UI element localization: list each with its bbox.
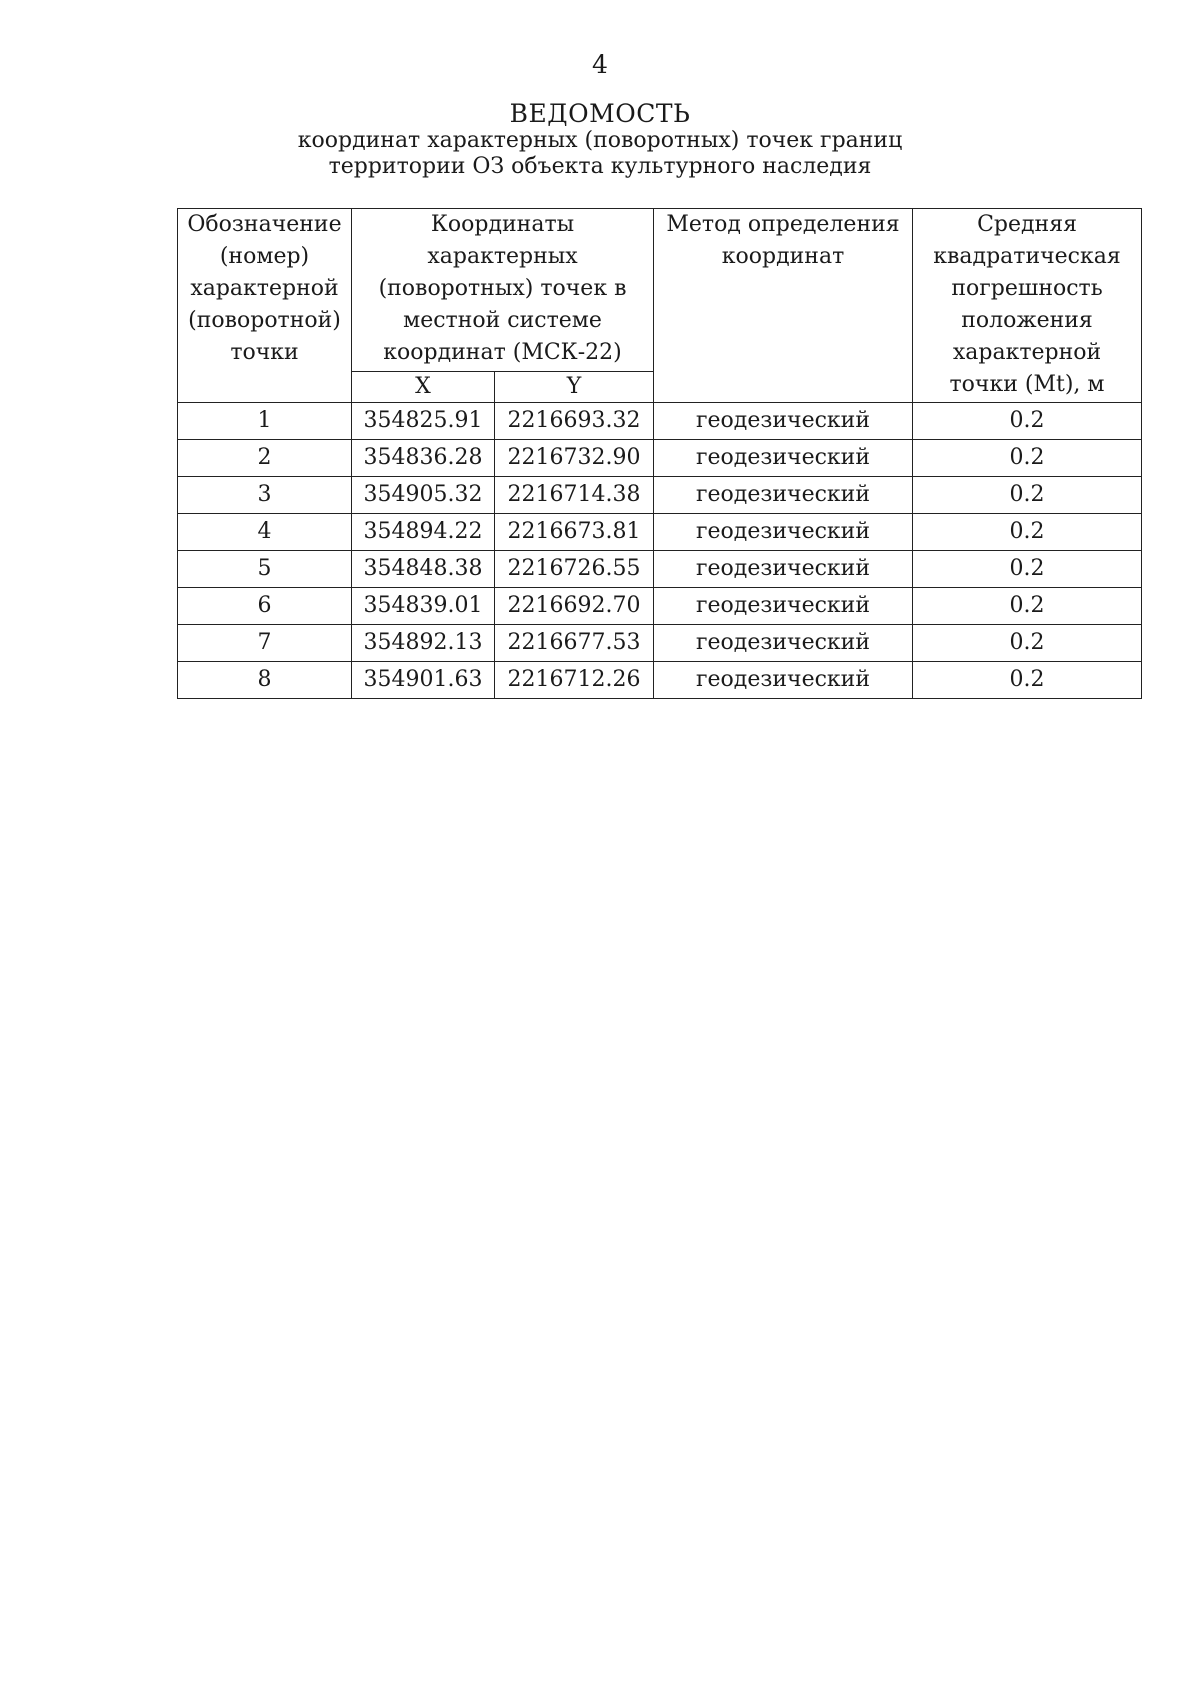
cell-x: 354905.32 [352,477,495,514]
cell-x: 354825.91 [352,403,495,440]
header-error: Средняя квадратическая погрешность положения характерной точки (Mt), м [913,209,1142,403]
cell-mt: 0.2 [913,625,1142,662]
cell-mt: 0.2 [913,440,1142,477]
cell-mt: 0.2 [913,662,1142,699]
cell-method: геодезический [654,551,913,588]
subtitle-line-1: координат характерных (поворотных) точек границ [297,128,903,153]
cell-method: геодезический [654,625,913,662]
table-row [178,514,1142,551]
document-title: ВЕДОМОСТЬ [509,99,691,128]
coordinates-table [177,208,1142,699]
table-row [178,551,1142,588]
cell-y: 2216673.81 [495,514,654,551]
cell-y: 2216712.26 [495,662,654,699]
cell-num: 2 [178,440,352,477]
table-row [178,477,1142,514]
cell-mt: 0.2 [913,588,1142,625]
cell-method: геодезический [654,662,913,699]
cell-num: 1 [178,403,352,440]
table-row [178,662,1142,699]
cell-method: геодезический [654,440,913,477]
table-row [178,625,1142,662]
table-row [178,440,1142,477]
cell-y: 2216693.32 [495,403,654,440]
cell-mt: 0.2 [913,477,1142,514]
cell-method: геодезический [654,477,913,514]
cell-y: 2216732.90 [495,440,654,477]
cell-method: геодезический [654,403,913,440]
cell-x: 354839.01 [352,588,495,625]
cell-num: 3 [178,477,352,514]
table-row [178,403,1142,440]
cell-num: 5 [178,551,352,588]
cell-method: геодезический [654,588,913,625]
subtitle-line-2: территории ОЗ объекта культурного наследия [328,154,872,179]
cell-x: 354848.38 [352,551,495,588]
cell-x: 354836.28 [352,440,495,477]
cell-mt: 0.2 [913,551,1142,588]
cell-x: 354894.22 [352,514,495,551]
cell-x: 354901.63 [352,662,495,699]
cell-x: 354892.13 [352,625,495,662]
header-method: Метод определения координат [654,209,913,403]
page-number: 4 [592,50,608,79]
header-y: Y [495,372,654,403]
cell-num: 8 [178,662,352,699]
cell-y: 2216714.38 [495,477,654,514]
cell-mt: 0.2 [913,403,1142,440]
cell-num: 6 [178,588,352,625]
header-coordinates: Координаты характерных (поворотных) точек в местной системе координат (МСК-22) [352,209,654,372]
cell-y: 2216677.53 [495,625,654,662]
document-subtitle [0,128,1200,180]
cell-num: 4 [178,514,352,551]
header-x: X [352,372,495,403]
cell-method: геодезический [654,514,913,551]
header-designation: Обозначение (номер) характерной (поворотной) точки [178,209,352,403]
cell-y: 2216692.70 [495,588,654,625]
cell-y: 2216726.55 [495,551,654,588]
table-row [178,588,1142,625]
cell-mt: 0.2 [913,514,1142,551]
cell-num: 7 [178,625,352,662]
table-header-row [178,209,1142,372]
